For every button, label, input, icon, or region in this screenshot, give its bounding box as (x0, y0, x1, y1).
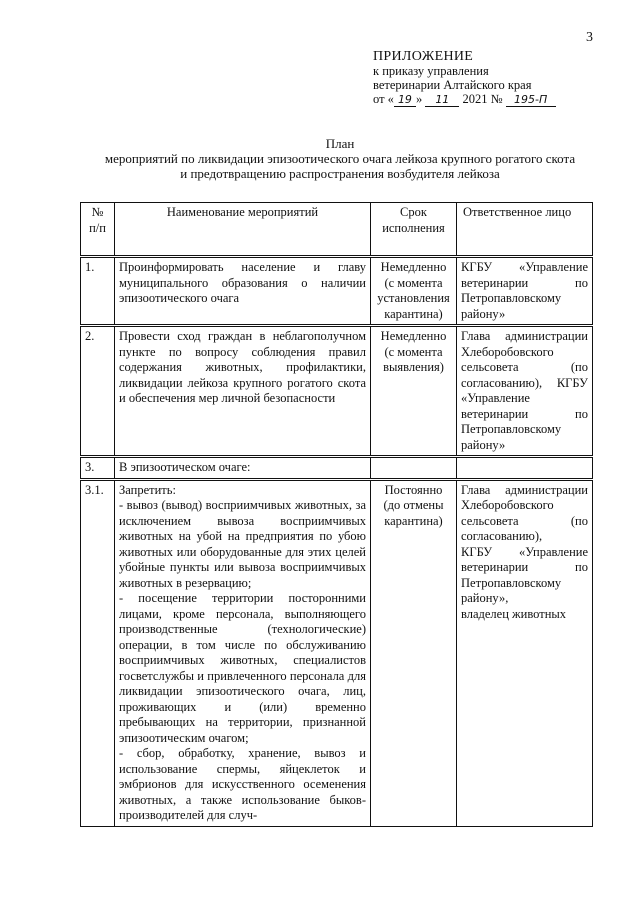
header-num: № п/п (81, 203, 115, 257)
plan-heading (60, 136, 620, 181)
table-row (81, 257, 593, 326)
appendix-date-line (373, 92, 623, 107)
table-row (81, 479, 593, 826)
responsible-line: Глава администрации Хлеборобовского сельсовета (по согласованию), (461, 482, 588, 543)
date-month: 11 (425, 94, 459, 107)
header-deadline: Срок исполнения (371, 203, 457, 257)
row-activity: Провести сход граждан в неблагополучном пункте по вопросу соблюдения правил содержания животных, профилактики, ликвидации лейкоза крупного рогатого скота и обеспечения мер личной безопасности (115, 326, 371, 457)
row-num: 2. (81, 326, 115, 457)
plan-title: План (325, 136, 355, 151)
plan-subtitle-line-1: мероприятий по ликвидации эпизоотического очага лейкоза крупного рогатого скота (104, 151, 576, 166)
activity-line: - посещение территории посторонними лицами, кроме персонала, выполняющего производственные (технологические) операции, в том числе по обслуживанию восприимчивых животных, специалистов госветслужбы и привлеченного персонала для ликвидации эпизоотического очага, лиц, проживающих и (или) временно пребывающих на территории, признанной эпизоотическим очагом; (119, 591, 366, 745)
row-responsible (457, 479, 593, 826)
date-prefix: от « (373, 92, 394, 106)
row-responsible: КГБУ «Управление ветеринарии по Петропавловскому району» (457, 257, 593, 326)
row-deadline: Постоянно (до отмены карантина) (371, 479, 457, 826)
responsible-line: владелец животных (461, 606, 567, 621)
date-day: 19 (394, 94, 416, 107)
row-num: 3. (81, 457, 115, 480)
activity-line: Запретить: (119, 482, 176, 497)
date-year: 2021 № (462, 92, 503, 106)
row-deadline: Немедленно (с момента выявления) (371, 326, 457, 457)
appendix-block (373, 50, 623, 107)
row-activity: Проинформировать население и главу муниципального образования о наличии эпизоотического очага (115, 257, 371, 326)
row-activity (115, 479, 371, 826)
table-row (81, 326, 593, 457)
appendix-line-2: ветеринарии Алтайского края (373, 78, 532, 92)
activity-line: - вывоз (вывод) восприимчивых животных, за исключением вывоза восприимчивых животных на убой на предприятия по убою животных или оборудованные для этих целей убойные пункты или вывоза восприимчивых животных в резервацию; (119, 498, 366, 590)
table-section-row (81, 457, 593, 480)
row-deadline: Немедленно (с момента установления карантина) (371, 257, 457, 326)
header-responsible: Ответственное лицо (457, 203, 593, 257)
doc-number: 195-П (506, 94, 556, 107)
row-responsible (457, 457, 593, 480)
row-responsible: Глава администрации Хлеборобовского сельсовета (по согласованию), КГБУ «Управление ветеринарии по Петропавловскому району» (457, 326, 593, 457)
appendix-title: ПРИЛОЖЕНИЕ (373, 49, 474, 64)
row-num: 3.1. (81, 479, 115, 826)
date-mid: » (415, 92, 423, 106)
plan-table (80, 202, 593, 827)
responsible-line: КГБУ «Управление ветеринарии по Петропавловскому району», (461, 544, 588, 605)
activity-line: - сбор, обработку, хранение, вывоз и использование спермы, яйцеклеток и эмбрионов для искусственного осеменения животных, а также использование быков-производителей для случ- (119, 746, 366, 822)
row-num: 1. (81, 257, 115, 326)
row-activity: В эпизоотическом очаге: (115, 457, 371, 480)
appendix-line-1: к приказу управления (373, 64, 489, 78)
table-header-row (81, 203, 593, 257)
row-deadline (371, 457, 457, 480)
page-number: 3 (586, 30, 593, 45)
header-name: Наименование мероприятий (115, 203, 371, 257)
plan-subtitle-line-2: и предотвращению распространения возбудителя лейкоза (180, 166, 500, 181)
